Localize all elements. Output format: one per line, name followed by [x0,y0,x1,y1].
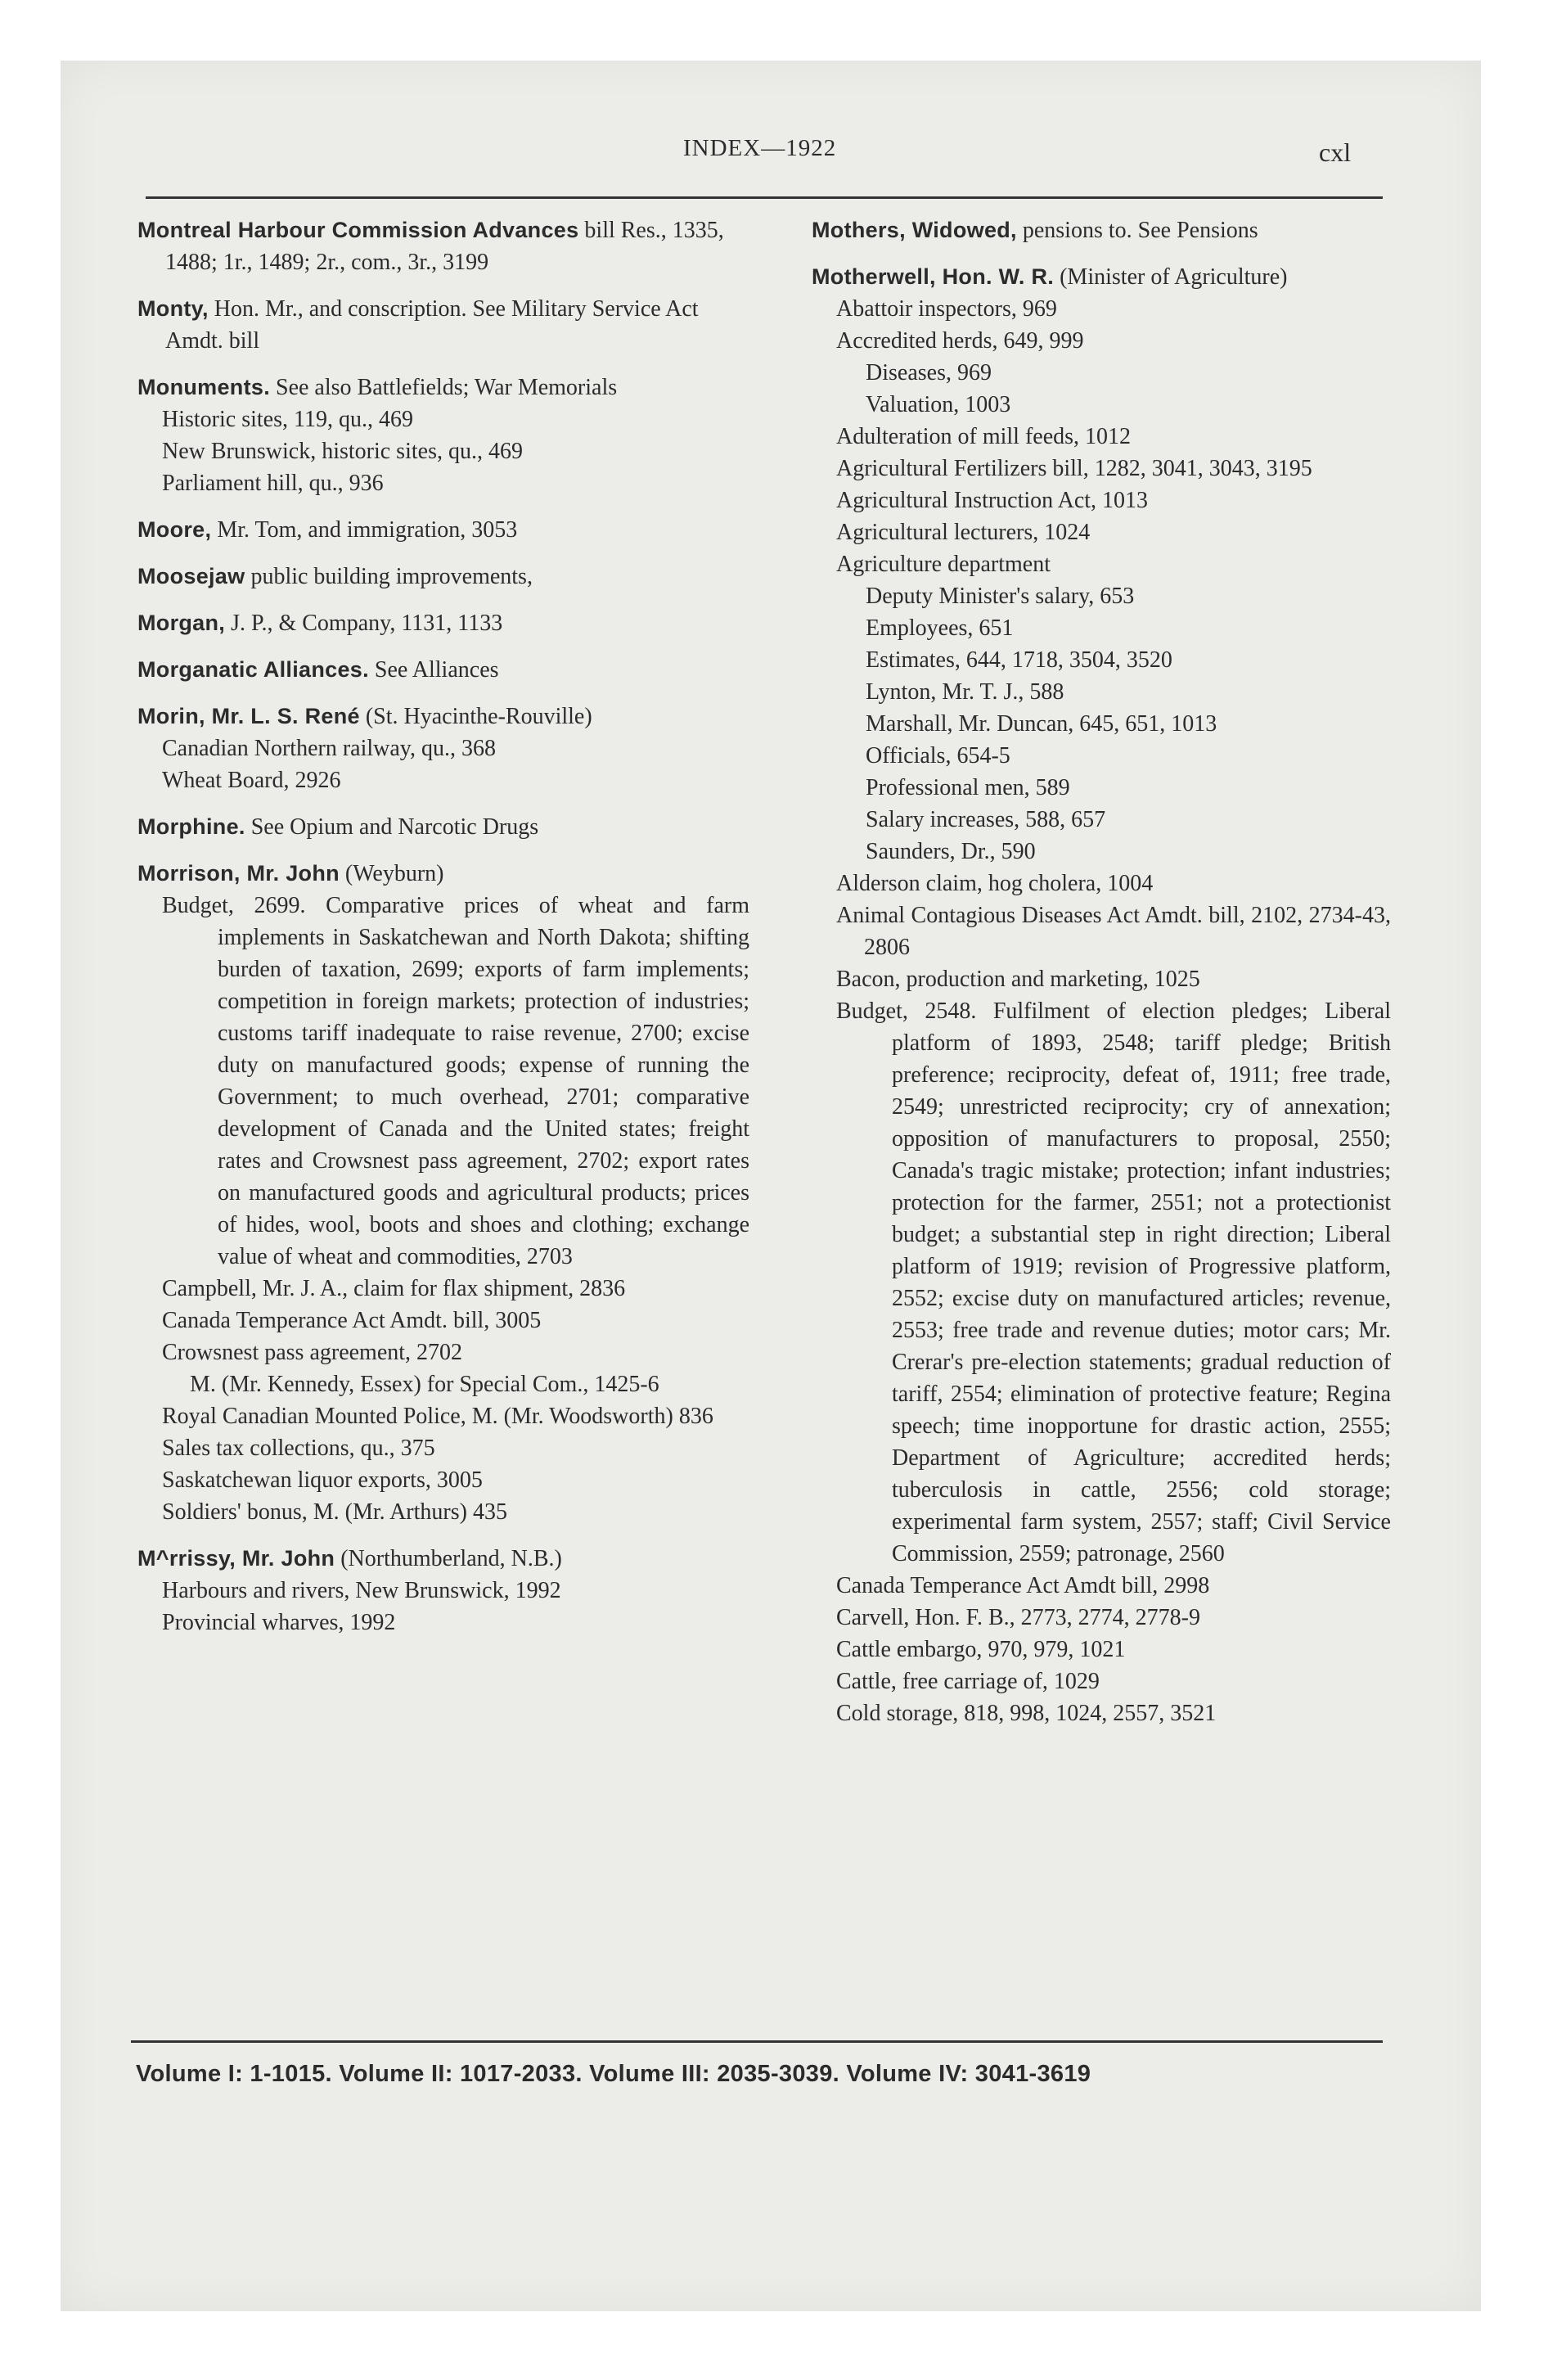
index-subentry: Diseases, 969 [866,360,992,385]
index-entry: Mothers, Widowed, pensions to. See Pensions [812,218,1258,243]
left-column [137,214,749,1639]
index-subentry: Estimates, 644, 1718, 3504, 3520 [866,647,1172,673]
footer-rule [131,2040,1383,2043]
index-subentry: Marshall, Mr. Duncan, 645, 651, 1013 [866,711,1217,737]
index-entry: Monuments. See also Battlefields; War Memorials [137,375,618,400]
index-entry: Moosejaw public building improvements, [137,564,533,589]
index-subentry: Soldiers' bonus, M. (Mr. Arthurs) 435 [162,1499,507,1525]
index-entry: Monty, Hon. Mr., and conscription. See Military Service Act Amdt. bill [137,296,699,354]
index-subentry: Adulteration of mill feeds, 1012 [836,424,1132,449]
volume-footer: Volume I: 1-1015. Volume II: 1017-2033. Volume III: 2035-3039. Volume IV: 3041-3619 [136,2061,1091,2087]
index-subentry: Agricultural Instruction Act, 1013 [836,488,1149,513]
index-subentry: Salary increases, 588, 657 [866,807,1106,832]
index-entry: Morin, Mr. L. S. René (St. Hyacinthe-Rouville) [137,704,592,729]
index-subentry: Carvell, Hon. F. B., 2773, 2774, 2778-9 [836,1605,1200,1630]
right-column [812,214,1391,1729]
index-subentry: Agricultural Fertilizers bill, 1282, 3041, 3043, 3195 [836,456,1312,481]
index-subentry: M. (Mr. Kennedy, Essex) for Special Com., 1425-6 [190,1372,659,1397]
index-subentry: Animal Contagious Diseases Act Amdt. bill, 2102, 2734-43, 2806 [836,903,1391,960]
index-subentry: Lynton, Mr. T. J., 588 [866,679,1064,705]
index-subentry: Canada Temperance Act Amdt. bill, 3005 [162,1308,542,1333]
index-entry: Moore, Mr. Tom, and immigration, 3053 [137,517,518,543]
index-subentry: Crowsnest pass agreement, 2702 [162,1340,463,1365]
index-subentry: Historic sites, 119, qu., 469 [162,407,413,432]
index-subentry: Valuation, 1003 [866,392,1011,417]
index-subentry: Budget, 2699. Comparative prices of wheat and farm implements in Saskatchewan and North Dakota; shifting burden of taxation, 2699; exports of farm implements; competition in foreign markets; protection of industries; customs tariff inadequate to raise revenue, 2700; excise duty on manufactured goods; expense of running the Government; to much overhead, 2701; comparative development of Canada and the United states; freight rates and Crowsnest pass agreement, 2702; export rates on manufactured goods and agricultural products; prices of hides, wool, boots and shoes and clothing; exchange value of wheat and commodities, 2703 [162,893,749,1269]
header-rule [146,196,1383,199]
index-entry: Morgan, J. P., & Company, 1131, 1133 [137,611,503,636]
index-subentry: Deputy Minister's salary, 653 [866,584,1135,609]
index-subentry: Campbell, Mr. J. A., claim for flax shipment, 2836 [162,1276,626,1301]
index-subentry: Cattle embargo, 970, 979, 1021 [836,1637,1126,1662]
index-subentry: Bacon, production and marketing, 1025 [836,967,1200,992]
index-subentry: New Brunswick, historic sites, qu., 469 [162,439,523,464]
index-subentry: Employees, 651 [866,615,1014,641]
index-subentry: Budget, 2548. Fulfilment of election pledges; Liberal platform of 1893, 2548; tariff pledge; British preference; reciprocity, defeat of, 1911; free trade, 2549; unrestricted reciprocity; cry of annexation; opposition of manufacturers to proposal, 2550; Canada's tragic mistake; protection; infant industries; protection for the farmer, 2551; not a protectionist budget; a substantial step in right direction; Liberal platform of 1919; revision of Progressive platform, 2552; excise duty on manufactured articles; revenue, 2553; free trade and revenue duties; motor cars; Mr. Crerar's pre-election statements; gradual reduction of tariff, 2554; elimination of protective feature; Regina speech; time inopportune for drastic action, 2555; Department of Agriculture; accredited herds; tuberculosis in cattle, 2556; cold storage; experimental farm system, 2557; staff; Civil Service Commission, 2559; patronage, 2560 [836,998,1391,1566]
index-subentry: Provincial wharves, 1992 [162,1610,396,1635]
index-subentry: Cattle, free carriage of, 1029 [836,1669,1100,1694]
index-subentry: Professional men, 589 [866,775,1070,800]
index-entry: Montreal Harbour Commission Advances bill Res., 1335, 1488; 1r., 1489; 2r., com., 3r., 3199 [137,218,724,275]
index-subentry: Accredited herds, 649, 999 [836,328,1084,354]
index-subentry: Wheat Board, 2926 [162,768,341,793]
index-subentry: Agriculture department [836,552,1051,577]
index-subentry: Harbours and rivers, New Brunswick, 1992 [162,1578,561,1603]
index-subentry: Parliament hill, qu., 936 [162,471,384,496]
index-entry: M^rrissy, Mr. John (Northumberland, N.B.) [137,1546,562,1571]
running-header: INDEX—1922 [683,135,837,161]
index-subentry: Saskatchewan liquor exports, 3005 [162,1467,483,1493]
page-number: cxl [1319,137,1352,167]
index-subentry: Cold storage, 818, 998, 1024, 2557, 3521 [836,1701,1217,1726]
index-subentry: Royal Canadian Mounted Police, M. (Mr. Woodsworth) 836 [162,1404,713,1429]
index-subentry: Canada Temperance Act Amdt bill, 2998 [836,1573,1210,1598]
index-subentry: Abattoir inspectors, 969 [836,296,1057,322]
index-subentry: Alderson claim, hog cholera, 1004 [836,871,1154,896]
index-entry: Morganatic Alliances. See Alliances [137,657,499,683]
index-subentry: Sales tax collections, qu., 375 [162,1436,435,1461]
index-entry: Motherwell, Hon. W. R. (Minister of Agriculture) [812,264,1288,290]
index-entry: Morrison, Mr. John (Weyburn) [137,861,444,886]
index-subentry: Agricultural lecturers, 1024 [836,520,1091,545]
index-subentry: Canadian Northern railway, qu., 368 [162,736,496,761]
index-subentry: Officials, 654-5 [866,743,1010,769]
index-entry: Morphine. See Opium and Narcotic Drugs [137,814,539,840]
index-subentry: Saunders, Dr., 590 [866,839,1036,864]
